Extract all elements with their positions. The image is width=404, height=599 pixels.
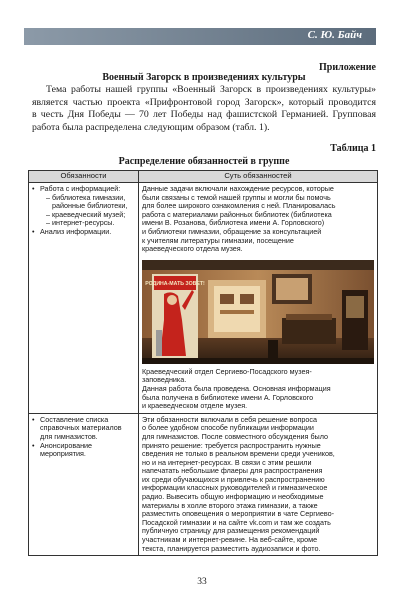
- duty-item: • Составление списка: [32, 416, 135, 425]
- desc-line: имени В. Розанова, библиотека имени А. Горловского): [142, 218, 325, 228]
- page-number: 33: [197, 577, 207, 587]
- duty-item: для гимназистов.: [40, 431, 98, 441]
- desc-line: публичную страницу для размещения рекомендаций: [142, 526, 320, 536]
- poster-text: РОДИНА-МАТЬ ЗОВЕТ!: [145, 280, 205, 287]
- desc-line: была получена в библиотеке имени А. Горловского: [142, 392, 314, 402]
- desc-line: для более широкого ознакомления с ней. Планировалась: [142, 201, 336, 211]
- desc-line: заповедника.: [142, 375, 187, 385]
- essence-cell: [139, 413, 378, 556]
- desc-line: о более удобном способе публикации информации: [142, 423, 314, 433]
- intro-line: Тема работы нашей группы «Военный Загорск в произведениях культуры»: [46, 84, 376, 95]
- desc-line: Данная работа была проведена. Основная информация: [142, 383, 331, 393]
- duties-cell: [29, 183, 139, 414]
- duty-item: районные библиотеки,: [52, 201, 128, 211]
- desc-line: работа с материалами районных библиотек (библиотека: [142, 209, 332, 219]
- desc-line: их среди обучающихся и привлечь к распространению: [142, 474, 325, 484]
- essence-cell: [139, 183, 378, 414]
- table-label: Таблица 1: [330, 143, 376, 154]
- article-title: Военный Загорск в произведениях культуры: [102, 72, 306, 83]
- appendix-label: Приложение: [319, 62, 376, 73]
- header-bar: [24, 28, 376, 45]
- duty-item: мероприятия.: [40, 449, 86, 459]
- duty-item: – библиотека гимназии,: [46, 192, 126, 202]
- desc-line: к учителям литературы гимназии, посещение: [142, 235, 294, 245]
- duties-list: [32, 185, 135, 237]
- table-row: [29, 183, 378, 414]
- desc-line: краеведческого отдела музея.: [142, 244, 243, 254]
- desc-line: текста, планируется разместить аудиозаписи и фото.: [142, 543, 321, 553]
- desc-line: сведения не только в реальном времени среди учеников,: [142, 449, 335, 459]
- desc-line: информации классных руководителей и гимназическое: [142, 483, 328, 493]
- desc-line: материалы в холле второго этажа гимназии, а также: [142, 500, 318, 510]
- desc-line: принято решение: требуется распространить нужные: [142, 440, 321, 450]
- duty-item: – краеведческий музей;: [46, 209, 126, 219]
- desc-line: участникам и интернет-ревине. На веб-сайте, кроме: [142, 535, 318, 545]
- header-duties: Обязанности: [29, 171, 139, 183]
- desc-line: и библиотеки гимназии, обращение за консультацией: [142, 226, 322, 236]
- desc-line: и краеведческом отделе музея.: [142, 401, 248, 411]
- duties-list: [32, 416, 135, 459]
- intro-line: работа была распределена следующим образом (табл. 1).: [32, 121, 270, 133]
- table-header-row: [29, 171, 378, 183]
- duty-item: • Анонсирование: [32, 442, 135, 451]
- duty-item: • Анализ информации.: [32, 228, 135, 237]
- header-author: С. Ю. Байч: [307, 29, 362, 41]
- desc-line: Краеведческий отдел Сергиево-Посадского музея-: [142, 366, 312, 376]
- duties-cell: [29, 413, 139, 556]
- table-title: Распределение обязанностей в группе: [118, 156, 290, 167]
- desc-line: Данные задачи включали нахождение ресурсов, которые: [142, 184, 334, 193]
- intro-paragraph: [32, 84, 376, 134]
- responsibilities-table: [28, 170, 378, 556]
- intro-line: в честь Дня Победы — 70 лет Победы над фашистской Германией. Групповая: [32, 109, 376, 121]
- desc-line: для гимназистов. После совместного обсуждения было: [142, 431, 328, 441]
- header-essence: Суть обязанностей: [139, 171, 378, 183]
- desc-line: радио. Вывесить общую информацию и необходимые: [142, 492, 324, 502]
- museum-photo-image: [142, 260, 374, 364]
- desc-line: Эти обязанности включали в себя решение вопроса: [142, 414, 317, 424]
- duty-item: справочных материалов: [40, 423, 122, 433]
- museum-photo: [142, 260, 374, 364]
- desc-line: разместить оповещения о мероприятии в чате Сергиево-: [142, 509, 335, 519]
- table-row: [29, 413, 378, 556]
- desc-line: были связаны с темой нашей группы и могли бы помочь: [142, 192, 331, 202]
- duty-item: – интернет-ресурсы.: [46, 218, 115, 228]
- intro-line: является частью проекта «Прифронтовой город Загорск», который проводится: [32, 96, 376, 108]
- duty-item: • Работа с информацией:: [32, 185, 135, 194]
- desc-line: но и на интернет-ресурсах. В связи с этим решили: [142, 457, 312, 467]
- desc-line: напечатать небольшие флаеры для распространения: [142, 466, 323, 476]
- desc-line: Посадской гимназии и на сайте vk.com и там же создать: [142, 517, 331, 527]
